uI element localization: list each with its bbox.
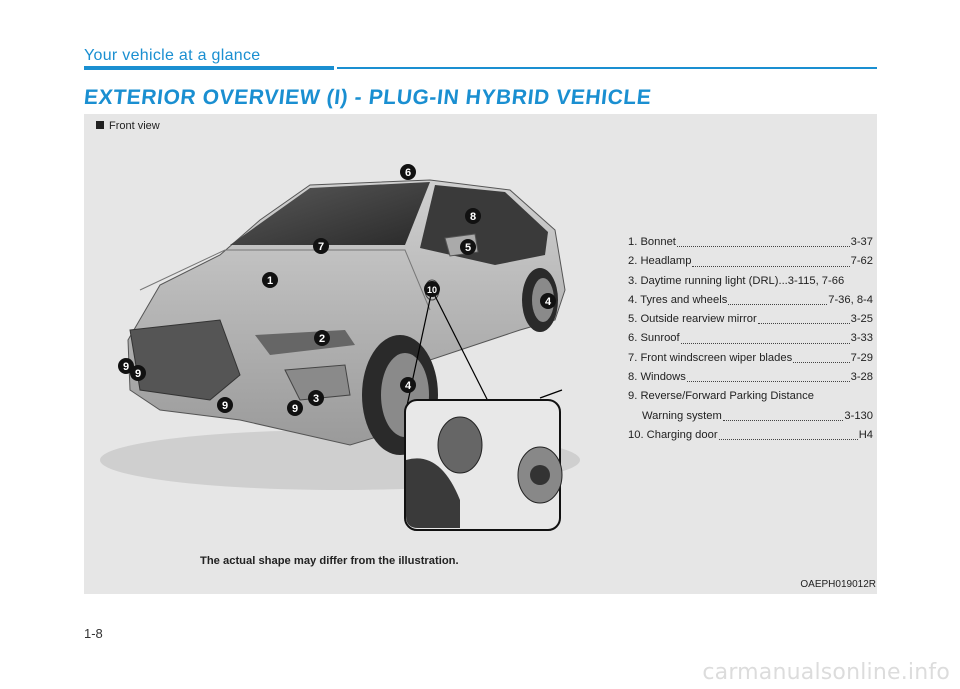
callout-7: [313, 238, 329, 254]
svg-text:2: 2: [318, 333, 326, 345]
callout-2: [314, 330, 330, 346]
square-bullet-icon: [96, 121, 104, 129]
header-rule-thin: [337, 67, 877, 69]
legend-item: 4. Tyres and wheels 7-36, 8-4: [628, 293, 873, 306]
callout-4a: [540, 293, 556, 309]
legend-item: 5. Outside rearview mirror 3-25: [628, 313, 873, 326]
legend-list: [628, 233, 873, 445]
figure-caption: The actual shape may differ from the illustration.: [200, 555, 459, 567]
callout-6: [400, 164, 416, 180]
svg-text:3: 3: [312, 393, 320, 405]
legend-item: 3. Daytime running light (DRL)... 3-115, 7-66: [628, 274, 845, 287]
car-illustration: [100, 160, 610, 540]
svg-text:4: 4: [544, 296, 552, 308]
callout-9c: [217, 397, 233, 413]
svg-text:7: 7: [317, 241, 325, 253]
watermark: carmanualsonline.info: [702, 660, 950, 685]
svg-text:4: 4: [404, 380, 412, 392]
svg-text:6: 6: [404, 167, 412, 179]
callout-1: [262, 272, 278, 288]
windscreen: [230, 182, 430, 245]
svg-text:9: 9: [291, 403, 299, 415]
svg-text:9: 9: [221, 400, 229, 412]
callout-5: [460, 239, 476, 255]
callout-10: [424, 281, 440, 297]
svg-text:9: 9: [122, 361, 130, 373]
legend-item: 8. Windows 3-28: [628, 371, 873, 384]
page-title: EXTERIOR OVERVIEW (I) - PLUG-IN HYBRID VEHICLE: [82, 86, 653, 109]
legend-item: 6. Sunroof 3-33: [628, 332, 873, 345]
legend-item: 7. Front windscreen wiper blades 7-29: [628, 351, 873, 364]
svg-text:9: 9: [134, 368, 142, 380]
legend-item: 2. Headlamp 7-62: [628, 255, 873, 268]
view-label: [96, 120, 160, 132]
section-title: Your vehicle at a glance: [84, 47, 261, 64]
svg-text:10: 10: [426, 285, 438, 295]
callout-3: [308, 390, 324, 406]
callout-9d: [287, 400, 303, 416]
svg-text:1: 1: [266, 275, 274, 287]
legend-item: 9. Reverse/Forward Parking Distance Warning system 3-130: [628, 390, 873, 422]
svg-text:5: 5: [464, 242, 472, 254]
grille: [130, 320, 240, 400]
page-number: 1-8: [84, 626, 103, 641]
callout-8: [465, 208, 481, 224]
header-rule-thick: [84, 66, 334, 70]
view-label-text: Front view: [109, 120, 160, 132]
svg-text:8: 8: [469, 211, 477, 223]
figure-code: OAEPH019012R: [800, 579, 876, 590]
legend-item: 1. Bonnet 3-37: [628, 236, 873, 248]
legend-item: 10. Charging door H4: [628, 428, 873, 441]
callout-4b: [400, 377, 416, 393]
callout-9b: [130, 365, 146, 381]
